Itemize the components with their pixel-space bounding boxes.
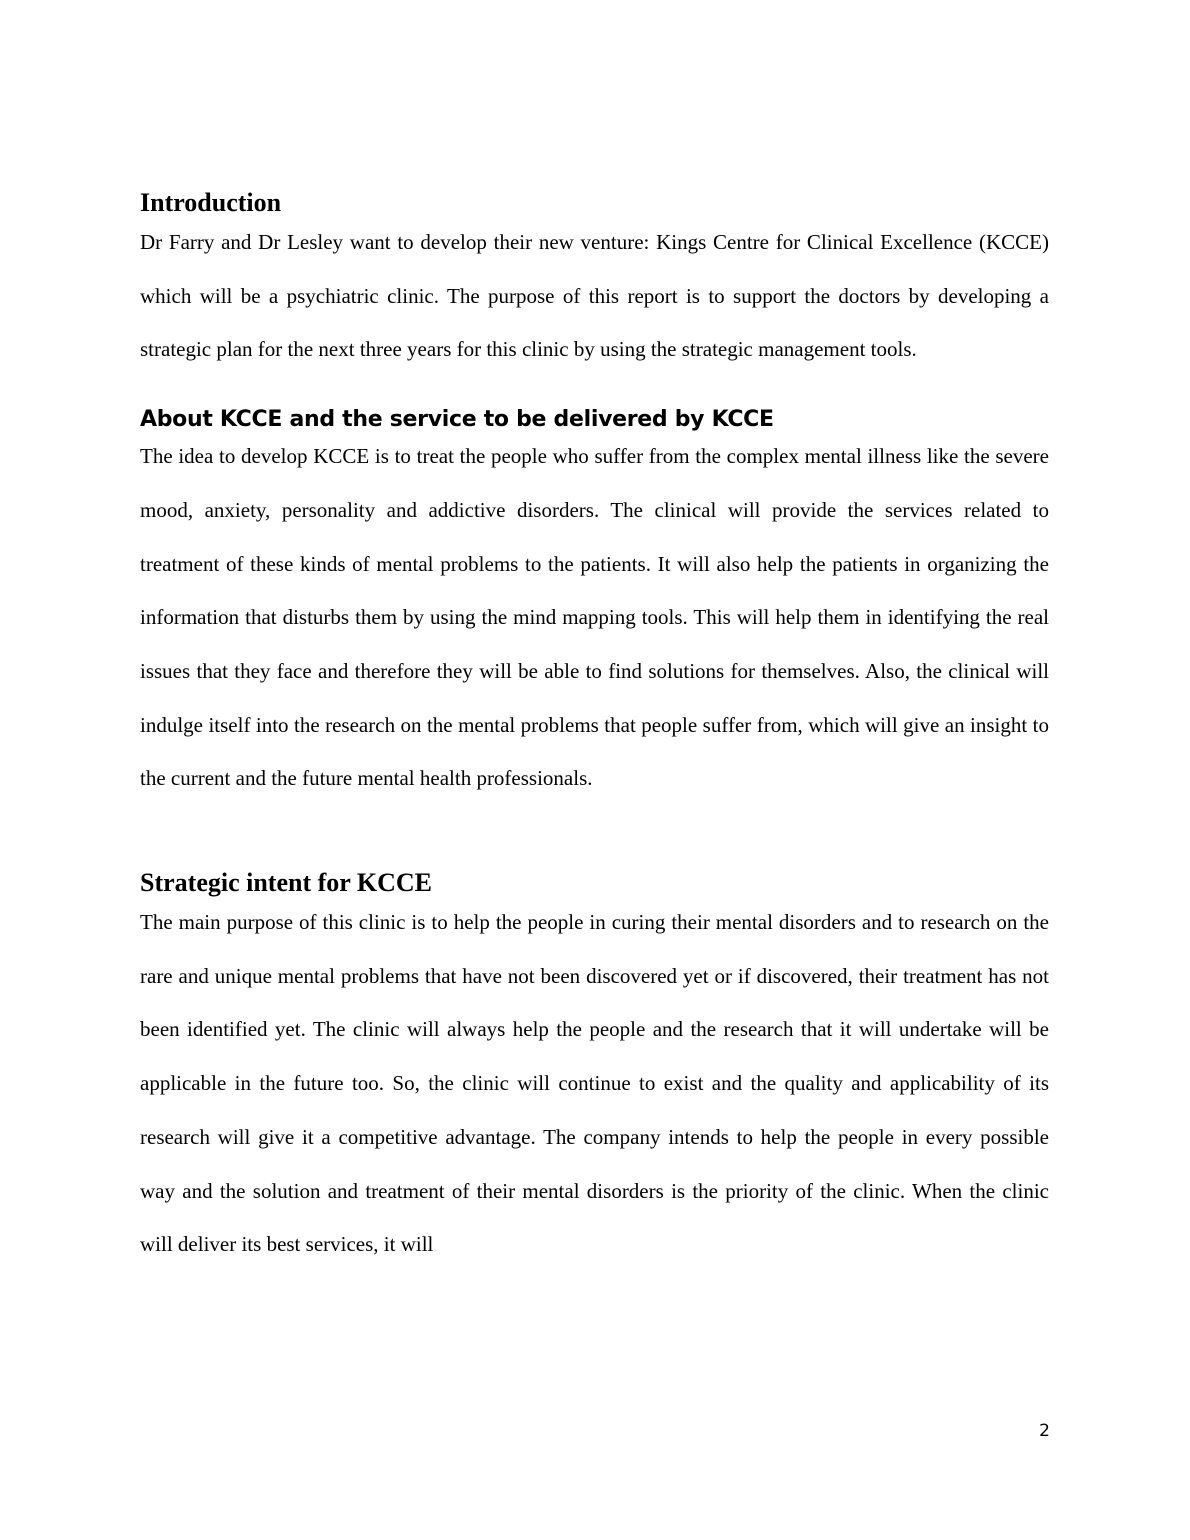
strategic-intent-heading: Strategic intent for KCCE <box>140 868 432 898</box>
page-number: 2 <box>1039 1421 1050 1441</box>
about-kcce-heading: About KCCE and the service to be delivered by KCCE <box>140 407 774 433</box>
introduction-paragraph: Dr Farry and Dr Lesley want to develop their new venture: Kings Centre for Clinical Excellence (KCCE) which will be a psychiatric clinic. The purpose of this report is to support the doctors by developing a strategic plan for the next three years for this clinic by using the strategic management tools. <box>140 230 1049 362</box>
page-content <box>140 186 1049 1272</box>
about-kcce-paragraph: The idea to develop KCCE is to treat the people who suffer from the complex mental illness like the severe mood, anxiety, personality and addictive disorders. The clinical will provide the services related to treatment of these kinds of mental problems to the patients. It will also help the patients in organizing the information that disturbs them by using the mind mapping tools. This will help them in identifying the real issues that they face and therefore they will be able to find solutions for themselves. Also, the clinical will indulge itself into the research on the mental problems that people suffer from, which will give an insight to the current and the future mental health professionals. <box>140 444 1049 791</box>
strategic-intent-paragraph: The main purpose of this clinic is to help the people in curing their mental disorders and to research on the rare and unique mental problems that have not been discovered yet or if discovered, their treatment has not been identified yet. The clinic will always help the people and the research that it will undertake will be applicable in the future too. So, the clinic will continue to exist and the quality and applicability of its research will give it a competitive advantage. The company intends to help the people in every possible way and the solution and treatment of their mental disorders is the priority of the clinic. When the clinic will deliver its best services, it will <box>140 910 1049 1257</box>
introduction-heading: Introduction <box>140 188 282 217</box>
